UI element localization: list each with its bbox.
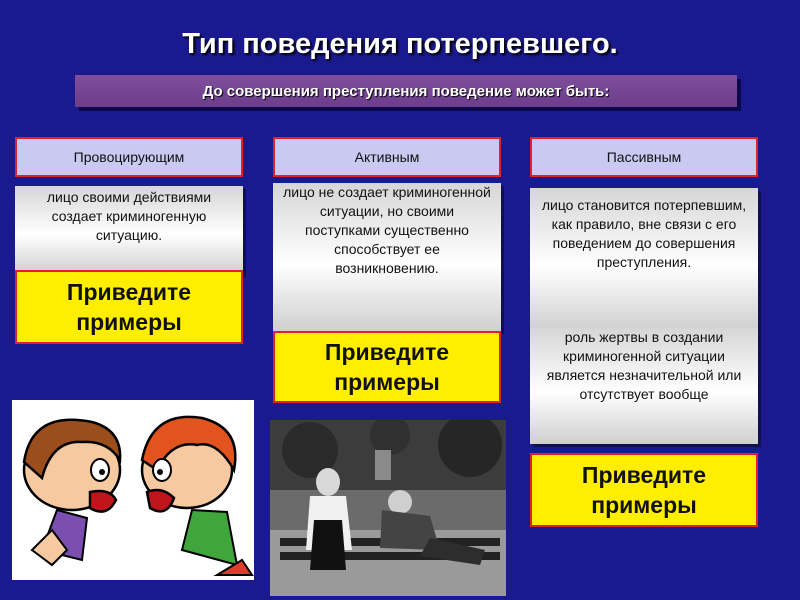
category-passive [530,137,758,177]
subtitle-text: До совершения преступления поведение может быть: [202,82,610,100]
description-passive [530,188,758,330]
cartoon-arguing-boys-icon [12,400,254,580]
photo-image [270,420,506,596]
description-text: лицо не создает криминогенной ситуации, но своими поступками существенно способствует ее возникновению. [283,184,491,276]
category-label: Пассивным [606,149,682,165]
examples-button-active[interactable]: Приведите примеры [273,331,501,403]
description-text: лицо становится потерпевшим, как правило, вне связи с его поведением до совершения преступления. [541,197,747,270]
bench-photo-icon [270,420,506,596]
category-label: Провоцирующим [73,149,185,165]
description-text: роль жертвы в создании криминогенной ситуации является незначительной или отсутствует вообще [546,329,742,402]
category-active [273,137,501,177]
description-text: лицо своими действиями создает криминогенную ситуацию. [46,189,212,243]
category-label: Активным [354,149,420,165]
examples-button-provoking[interactable]: Приведите примеры [15,270,243,344]
description-provoking [15,186,243,274]
description-passive-extra [530,328,758,444]
page-title: Тип поведения потерпевшего. [182,28,618,60]
cartoon-image [12,400,254,580]
subtitle-bar [75,75,737,107]
examples-button-passive[interactable]: Приведите примеры [530,453,758,527]
category-provoking [15,137,243,177]
description-active [273,183,501,331]
